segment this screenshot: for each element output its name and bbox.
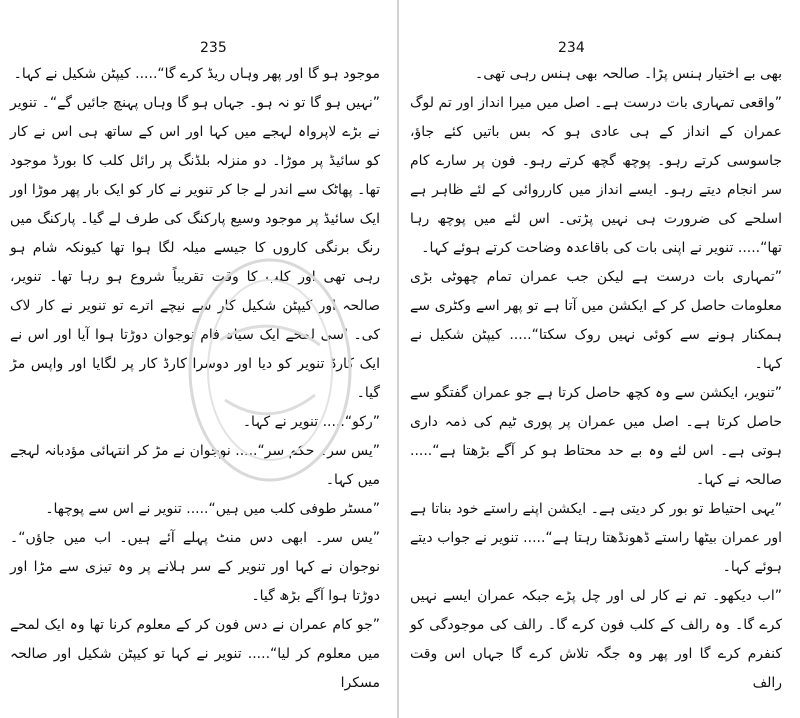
- right-page: [402, 0, 800, 718]
- paragraph: ”جو کام عمران نے دس فون کر کے معلوم کرنا تھا وہ ایک لمحے میں معلوم کر لیا“..... تنویر نے کہا تو کیپٹن شکیل اور صالحہ مسکرا: [10, 617, 380, 691]
- paragraph: ”تمہاری بات درست ہے لیکن جب عمران تمام چھوٹی بڑی معلومات حاصل کر کے ایکشن میں آتا ہے تو پھر اسے وکٹری سے ہمکنار ہونے سے کوئی نہیں روک سکتا“..... کیپٹن شکیل نے کہا۔: [410, 269, 782, 372]
- left-page: [0, 0, 396, 718]
- book-gutter: [397, 0, 399, 718]
- paragraph: ”یس سر۔ ابھی دس منٹ پہلے آئے ہیں۔ اب میں جاؤں“۔ نوجوان نے کہا اور تنویر کے سر ہلانے پر وہ تیزی سے مڑا اور دوڑتا ہوا آگے بڑھ گیا۔: [10, 530, 380, 604]
- paragraph: ”واقعی تمہاری بات درست ہے۔ اصل میں میرا انداز اور تم لوگ عمران کے انداز کے ہی عادی ہو کہ بس باتیں کئے جاؤ، جاسوسی کرتے رہو۔ پوچھ گچھ کرتے رہو۔ فون پر سارے کام سر انجام دیتے رہو۔ ایسے انداز میں کارروائی کے لئے ظاہر ہے اسلحے کی ضرورت ہی نہیں پڑتی۔ اس لئے میں پوچھ رہا تھا“..... تنویر نے اپنی بات کی باقاعدہ وضاحت کرتے ہوئے کہا۔: [410, 95, 782, 256]
- paragraph: ”یس سر۔ حکم سر“..... نوجوان نے مڑ کر انتہائی مؤدبانہ لہجے میں کہا۔: [10, 443, 380, 488]
- paragraph: ”تنویر، ایکشن سے وہ کچھ حاصل کرتا ہے جو عمران گفتگو سے حاصل کرتا ہے۔ اصل میں عمران پر پوری ٹیم کی ذمہ داری ہوتی ہے۔ اس لئے وہ بے حد محتاط ہو کر آگے بڑھتا ہے“..... صالحہ نے کہا۔: [410, 385, 782, 488]
- page-number-right: 234: [558, 40, 585, 56]
- paragraph: ”یہی احتیاط تو بور کر دیتی ہے۔ ایکشن اپنے راستے خود بناتا ہے اور عمران بیٹھا راستے ڈھونڈھتا رہتا ہے“..... تنویر نے جواب دیتے ہوئے کہا۔: [410, 501, 782, 575]
- paragraph: ”اب دیکھو۔ تم نے کار لی اور چل پڑے جبکہ عمران ایسے نہیں کرے گا۔ وہ رالف کے کلب فون کرے گا۔ رالف کی موجودگی کو کنفرم کرے گا اور پھر وہ جگہ تلاش کرے گا جہاں اس وقت رالف: [410, 588, 782, 691]
- right-page-text: [410, 60, 782, 698]
- paragraph: ”مسٹر طوفی کلب میں ہیں“..... تنویر نے اس سے پوچھا۔: [45, 501, 380, 517]
- left-page-text: [10, 60, 380, 698]
- page-number-left: 235: [200, 40, 227, 56]
- paragraph: ”رکو“..... تنویر نے کہا۔: [242, 414, 380, 430]
- paragraph: موجود ہو گا اور پھر وہاں ریڈ کرے گا“..... کیپٹن شکیل نے کہا۔: [13, 66, 380, 82]
- paragraph: بھی بے اختیار ہنس پڑا۔ صالحہ بھی ہنس رہی تھی۔: [475, 66, 782, 82]
- paragraph: ”نہیں ہو گا تو نہ ہو۔ جہاں ہو گا وہاں پہنچ جائیں گے“۔ تنویر نے بڑے لاپرواہ لہجے میں کہا اور اس کے ساتھ ہی اس نے کار کو سائیڈ پر موڑا۔ دو منزلہ بلڈنگ پر رائل کلب کا بورڈ موجود تھا۔ پھاٹک سے اندر لے جا کر تنویر نے کار کو ایک بار پھر موڑا اور ایک سائیڈ پر موجود وسیع پارکنگ کی طرف لے گیا۔ پارکنگ میں رنگ برنگی کاروں کا جیسے میلہ لگا ہوا تھا کیونکہ شام ہو رہی تھی اور کلب کا وقت تقریباً شروع ہو رہا تھا۔ تنویر، صالحہ اور کیپٹن شکیل کار سے نیچے اترے تو تنویر نے کار لاک کی۔ اسی لمحے ایک سیاہ فام نوجوان دوڑتا ہوا آیا اور اس نے ایک کارڈ تنویر کو دیا اور دوسرا کارڈ کار پر لگایا اور واپس مڑ گیا۔: [10, 95, 380, 401]
